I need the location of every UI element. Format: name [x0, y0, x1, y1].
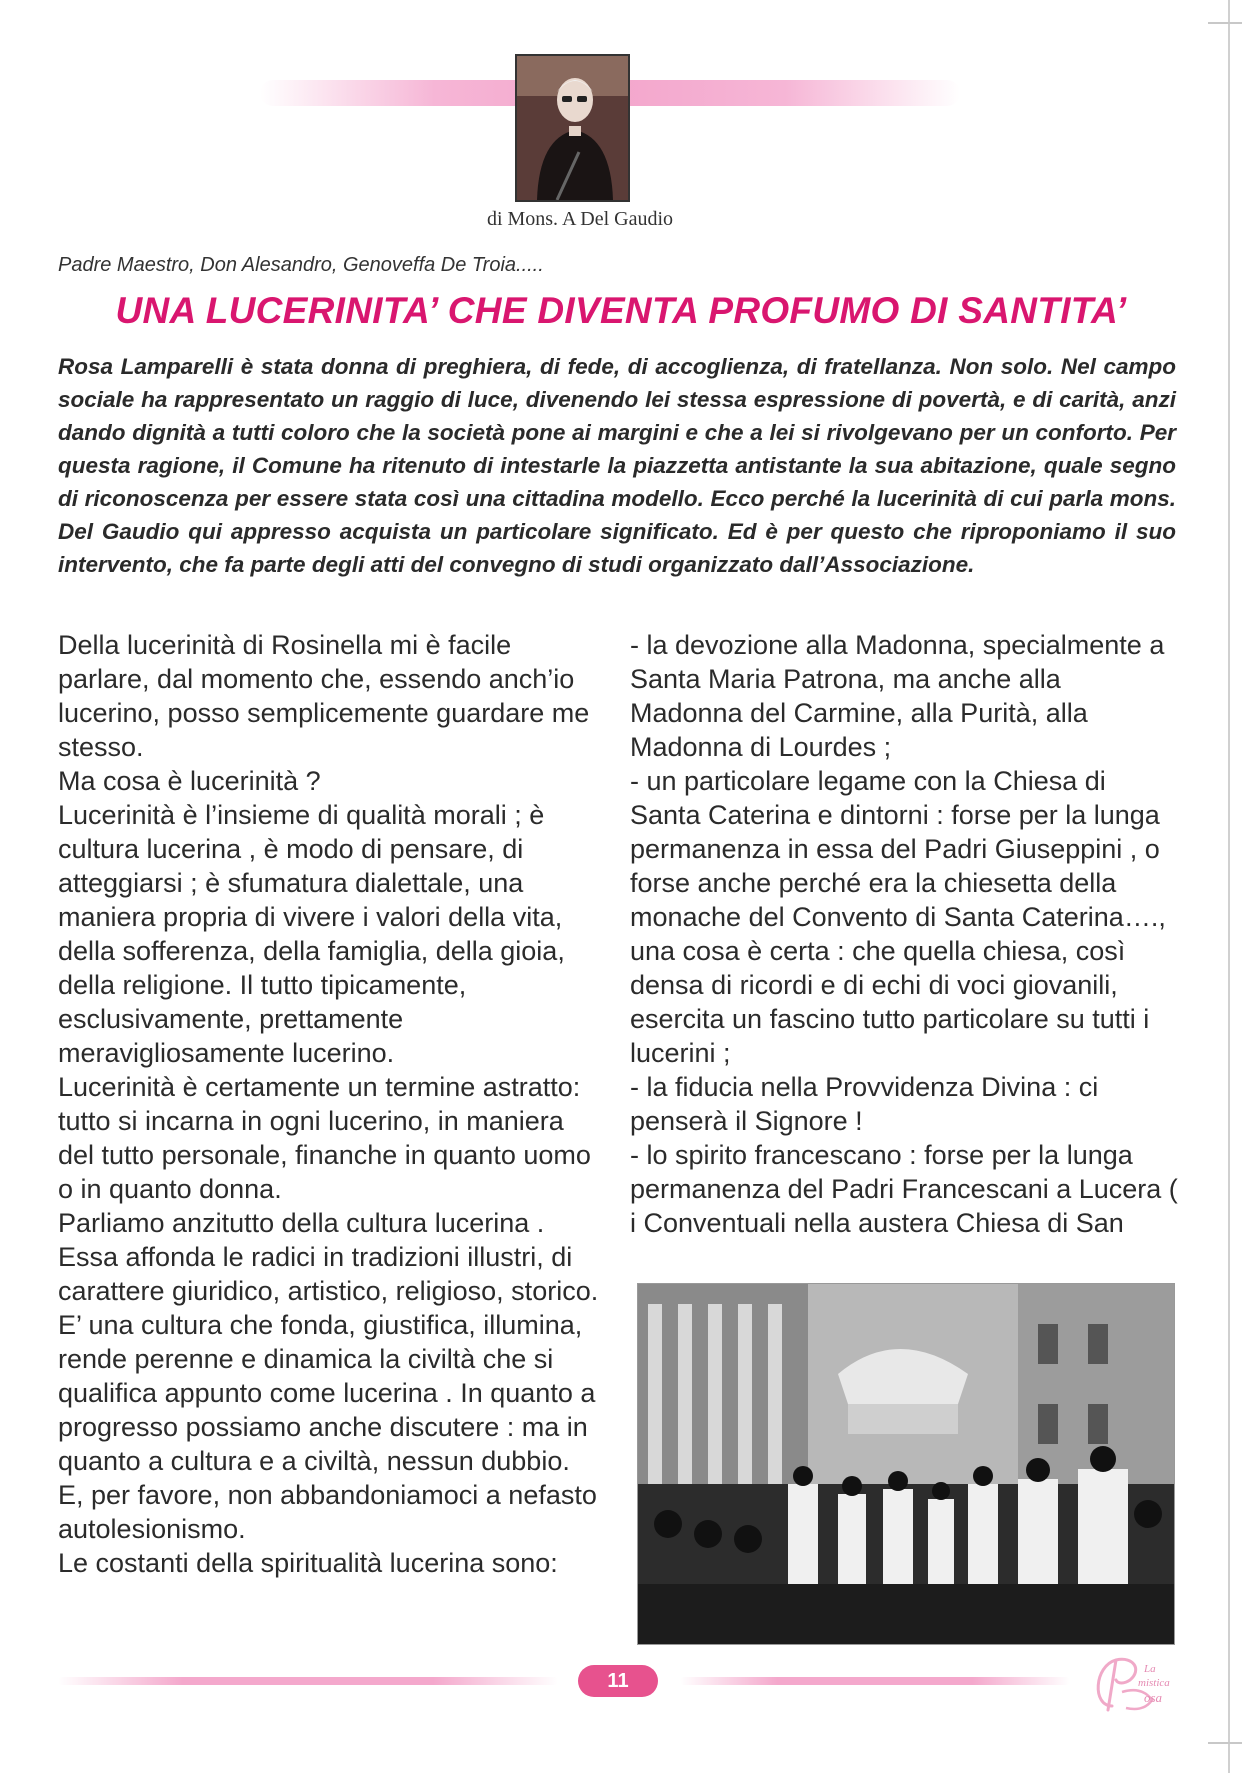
body-paragraph: - la fiducia nella Provvidenza Divina : ci penserà il Signore !	[630, 1072, 1099, 1136]
article-subtitle: Padre Maestro, Don Alesandro, Genoveffa De Troia.....	[58, 254, 544, 276]
body-paragraph: Lucerinità è certamente un termine astratto: tutto si incarna in ogni lucerino, in maniera del tutto personale, finanche in quanto uomo o in quanto donna.	[58, 1072, 591, 1204]
article-headline: UNA LUCERINITA’ CHE DIVENTA PROFUMO DI SANTITA’	[115, 290, 1127, 331]
body-paragraph: Della lucerinità di Rosinella mi è facile parlare, dal momento che, essendo anch’io lucerino, posso semplicemente guardare me stesso.	[58, 630, 590, 762]
procession-photo	[637, 1283, 1175, 1645]
body-paragraph: - un particolare legame con la Chiesa di Santa Caterina e dintorni : forse per la lunga permanenza in essa del Padri Giuseppini , o forse anche perché era la chiesetta della monache del Convento di Santa Caterina…., una cosa è certa : che quella chiesa, così densa di ricordi e di echi di voci giovanili, esercita un fascino tutto particolare su tutti i lucerini ;	[630, 766, 1166, 1068]
body-paragraph: Le costanti della spiritualità lucerina sono:	[58, 1548, 558, 1578]
la-mistica-rosa-logo	[1082, 1646, 1182, 1716]
svg-text:osa: osa	[1144, 1690, 1163, 1705]
article-intro: Rosa Lamparelli è stata donna di preghiera, di fede, di accoglienza, di fratellanza. Non solo. Nel campo sociale ha rappresentato un raggio di luce, divenendo lei stessa espressione di povertà, e di carità, anzi dando dignità a tutti coloro che la società pone ai margini e che a lei si rivolgevano per un conforto. Per questa ragione, il Comune ha ritenuto di intestarle la piazzetta antistante la sua abitazione, quale segno di riconoscenza per essere stata così una cittadina modello. Ecco perché la lucerinità di cui parla mons. Del Gaudio qui appresso acquista un particolare significato. Ed è per questo che riproponiamo il suo intervento, che fa parte degli atti del convegno di studi organizzato dall’Associazione.	[58, 354, 1176, 577]
body-column-right	[630, 628, 1178, 1240]
svg-text:La: La	[1144, 1663, 1156, 1675]
svg-text:mistica: mistica	[1138, 1677, 1170, 1689]
page-edge-tick	[1208, 22, 1242, 24]
body-paragraph: - la devozione alla Madonna, specialmente a Santa Maria Patrona, ma anche alla Madonna del Carmine, alla Purità, alla Madonna di Lourdes ;	[630, 630, 1165, 762]
body-paragraph: Ma cosa è lucerinità ?	[58, 766, 321, 796]
body-column-left	[58, 628, 606, 1580]
page-edge	[1228, 0, 1230, 1773]
footer-pink-line	[58, 1677, 558, 1685]
body-paragraph: Lucerinità è l’insieme di qualità morali ; è cultura lucerina , è modo di pensare, di atteggiarsi ; è sfumatura dialettale, una maniera propria di vivere i valori della vita, della sofferenza, della famiglia, della gioia, della religione. Il tutto tipicamente, esclusivamente, prettamente meravigliosamente lucerino.	[58, 800, 565, 1068]
page-number-badge: 11	[578, 1665, 658, 1697]
author-portrait	[515, 54, 630, 202]
footer-pink-line	[680, 1677, 1070, 1685]
body-paragraph: Parliamo anzitutto della cultura lucerina . Essa affonda le radici in tradizioni illustri, di carattere giuridico, artistico, religioso, storico. E’ una cultura che fonda, giustifica, illumina, rende perenne e dinamica la civiltà che si qualifica appunto come lucerina . In quanto a progresso possiamo anche discutere : ma in quanto a cultura e a civiltà, nessun dubbio.	[58, 1208, 599, 1476]
author-byline: di Mons. A Del Gaudio	[486, 208, 674, 230]
body-paragraph: - lo spirito francescano : forse per la lunga permanenza del Padri Francescani a Lucera ( i Conventuali nella austera Chiesa di San	[630, 1140, 1178, 1238]
body-paragraph: E, per favore, non abbandoniamoci a nefasto autolesionismo.	[58, 1480, 597, 1544]
page-edge-tick	[1208, 1742, 1242, 1744]
